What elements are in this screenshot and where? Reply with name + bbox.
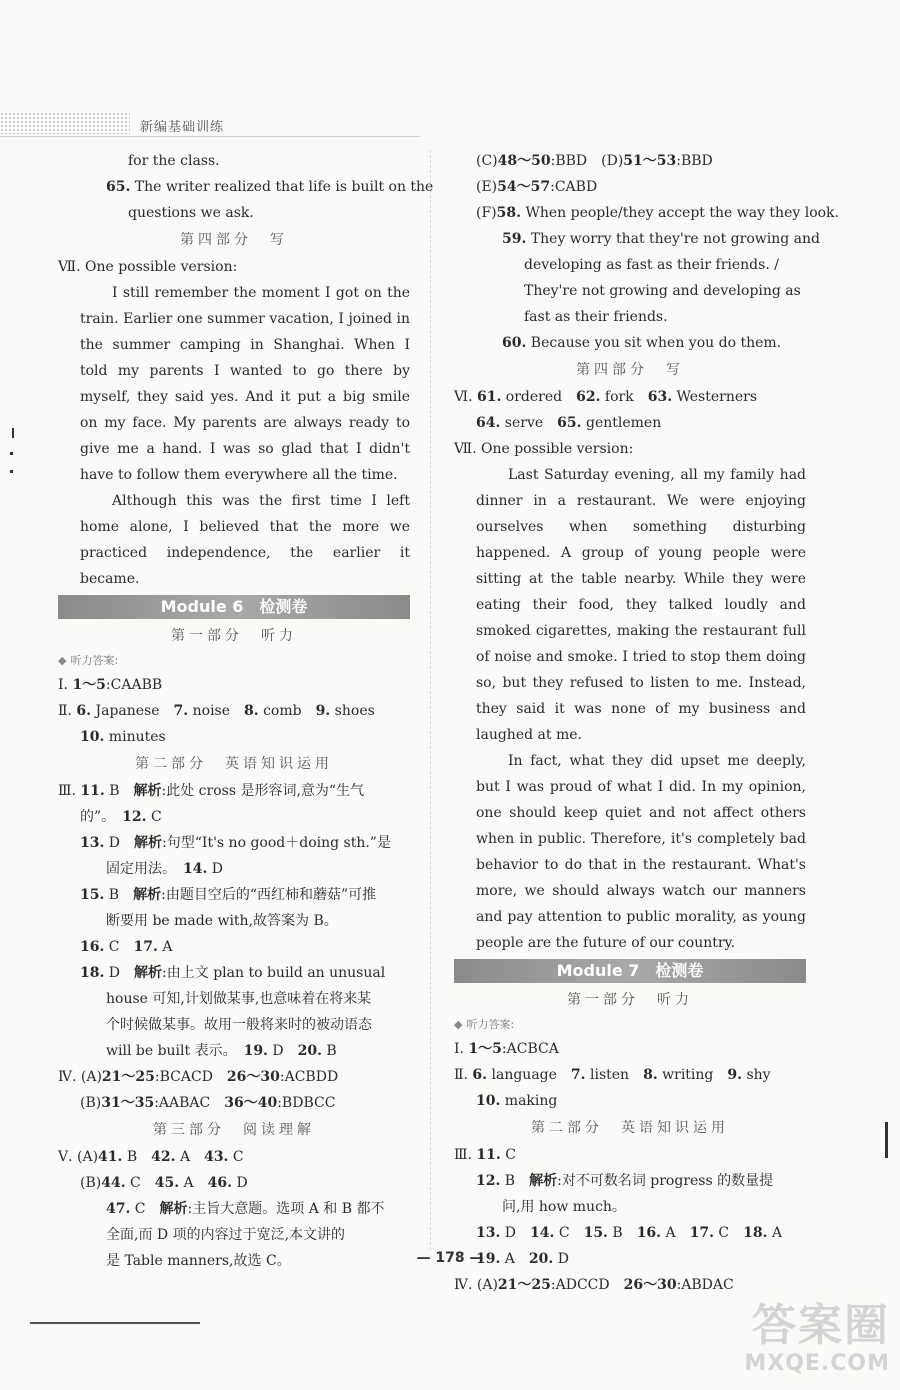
- essay-paragraph: Last Saturday evening, all my family had dinner in a restaurant. We were enjoying ourselves when something disturbing happened. A group of young people were sitting at the table nearby. While they were eating their food, they talked loudly and smoked cigarettes, making the restaurant full of noise and smoke. I tried to stop them doing so, but they refused to listen to me. Instead, they said it was none of my business and laughed at me.: [476, 467, 806, 743]
- answer-row: 16. C 17. A: [80, 939, 173, 955]
- answer-row: 47. C 解析:主旨大意题。选项 A 和 B 都不: [106, 1201, 385, 1217]
- header-rule: [0, 136, 420, 137]
- text-line: for the class.: [128, 153, 220, 169]
- module-7-banner: Module 7 检测卷: [454, 959, 806, 983]
- section-title: 第二部分 英语知识运用: [531, 1120, 729, 1136]
- page-number: — 178 —: [416, 1250, 484, 1266]
- right-column: [454, 148, 839, 1298]
- answer-row: (B)31～35:AABAC 36～40:BDBCC: [80, 1095, 336, 1111]
- answer-row: 13. D 14. C 15. B 16. A 17. C 18. A: [476, 1225, 783, 1241]
- watermark-url: MXQE.COM: [744, 1351, 890, 1376]
- answer-row: 59. They worry that they're not growing and: [502, 231, 820, 247]
- listening-label: ◆ 听力答案:: [454, 1018, 515, 1031]
- scan-mark: [10, 452, 13, 455]
- section-title: 第四部分 写: [180, 232, 288, 248]
- section-title: 第二部分 英语知识运用: [135, 756, 333, 772]
- watermark: [720, 1300, 890, 1380]
- answer-row: 12. B 解析:对不可数名词 progress 的数量提: [476, 1173, 774, 1189]
- answer-row: (C)48～50:BBD (D)51～53:BBD: [476, 153, 713, 169]
- answer-row: will be built 表示。 19. D 20. B: [106, 1043, 337, 1059]
- answer-row: 固定用法。 14. D: [106, 861, 224, 877]
- header-decoration: [0, 112, 130, 134]
- scan-mark: [12, 428, 14, 438]
- answer-row: 60. Because you sit when you do them.: [502, 335, 782, 351]
- text-line: questions we ask.: [128, 205, 254, 221]
- scan-mark: [885, 1122, 888, 1158]
- essay: [454, 462, 806, 956]
- answer-row: 是 Table manners,故选 C。: [106, 1253, 291, 1269]
- answer-row: 64. serve 65. gentlemen: [476, 415, 662, 431]
- section-heading: Ⅶ. One possible version:: [454, 441, 634, 457]
- answer-row: house 可知,计划做某事,也意味着在将来某: [106, 991, 372, 1007]
- answer-row: Ⅲ. 11. C: [454, 1147, 516, 1163]
- watermark-logo: 答案圈: [752, 1300, 890, 1351]
- answer-row: Ⅳ. (A)21～25:ADCCD 26～30:ABDAC: [454, 1277, 734, 1293]
- section-title: 第一部分 听力: [567, 992, 693, 1008]
- answer-row: They're not growing and developing as: [524, 283, 801, 299]
- answer-row: (B)44. C 45. A 46. D: [80, 1175, 248, 1191]
- answer-row: 18. D 解析:由上文 plan to build an unusual: [80, 965, 386, 981]
- section-title: 第四部分 写: [576, 362, 684, 378]
- answer-row: (E)54～57:CABD: [476, 179, 598, 195]
- book-title: 新编基础训练: [140, 120, 225, 135]
- answer-row: 15. B 解析:由题目空后的“西红柿和蘑菇”可推: [80, 887, 377, 903]
- answer-row: 断要用 be made with,故答案为 B。: [106, 913, 338, 929]
- answer-row: 问,用 how much。: [502, 1199, 626, 1215]
- answer-row: Ⅰ. 1～5:CAABB: [58, 677, 163, 693]
- footer-rule: [30, 1322, 200, 1324]
- essay: [58, 280, 410, 592]
- column-divider: [430, 150, 431, 1250]
- answer-row: Ⅱ. 6. Japanese 7. noise 8. comb 9. shoes: [58, 703, 375, 719]
- answer-65: 65. The writer realized that life is built on the: [106, 179, 434, 195]
- answer-row: Ⅵ. 61. ordered 62. fork 63. Westerners: [454, 389, 758, 405]
- answer-row: 全面,而 D 项的内容过于宽泛,本文讲的: [106, 1227, 346, 1243]
- essay-paragraph: In fact, what they did upset me deeply, but I was proud of what I did. In my opinion, one should keep quiet and not affect others when in public. Therefore, it's completely bad behavior to do that in the restaurant. What's more, we should always watch our manners and pay attention to public morality, as young people are the future of our country.: [476, 753, 806, 951]
- answer-row: 的”。 12. C: [80, 809, 162, 825]
- answer-row: 10. making: [476, 1093, 558, 1109]
- left-column: [58, 148, 434, 1274]
- section-title: 第一部分 听力: [171, 628, 297, 644]
- answer-row: (F)58. When people/they accept the way they look.: [476, 205, 839, 221]
- answer-row: Ⅲ. 11. B 解析:此处 cross 是形容词,意为“生气: [58, 783, 365, 799]
- section-heading: Ⅶ. One possible version:: [58, 259, 238, 275]
- answer-row: Ⅴ. (A)41. B 42. A 43. C: [58, 1149, 244, 1165]
- listening-label: ◆ 听力答案:: [58, 654, 119, 667]
- essay-paragraph: Although this was the first time I left home alone, I believed that the more we practiced independence, the earlier it became.: [80, 493, 410, 587]
- answer-row: Ⅳ. (A)21～25:BCACD 26～30:ACBDD: [58, 1069, 339, 1085]
- diamond-icon: ◆: [58, 654, 67, 667]
- answer-row: 10. minutes: [80, 729, 166, 745]
- answer-row: 个时候做某事。故用一般将来时的被动语态: [106, 1017, 372, 1033]
- answer-row: Ⅰ. 1～5:ACBCA: [454, 1041, 559, 1057]
- answer-row: fast as their friends.: [524, 309, 668, 325]
- answer-row: 19. A 20. D: [476, 1251, 569, 1267]
- answer-row: 13. D 解析:句型“It's no good＋doing sth.”是: [80, 835, 391, 851]
- answer-row: developing as fast as their friends. /: [524, 257, 779, 273]
- section-title: 第三部分 阅读理解: [153, 1122, 315, 1138]
- diamond-icon: ◆: [454, 1018, 463, 1031]
- module-6-banner: Module 6 检测卷: [58, 595, 410, 619]
- scan-mark: [10, 470, 13, 473]
- essay-paragraph: I still remember the moment I got on the train. Earlier one summer vacation, I joined in the summer camping in Shanghai. When I told my parents I wanted to go there by myself, they said yes. And it put a big smile on my face. My parents are always ready to give me a hand. I was so glad that I didn't have to follow them everywhere all the time.: [80, 285, 410, 483]
- answer-row: Ⅱ. 6. language 7. listen 8. writing 9. shy: [454, 1067, 771, 1083]
